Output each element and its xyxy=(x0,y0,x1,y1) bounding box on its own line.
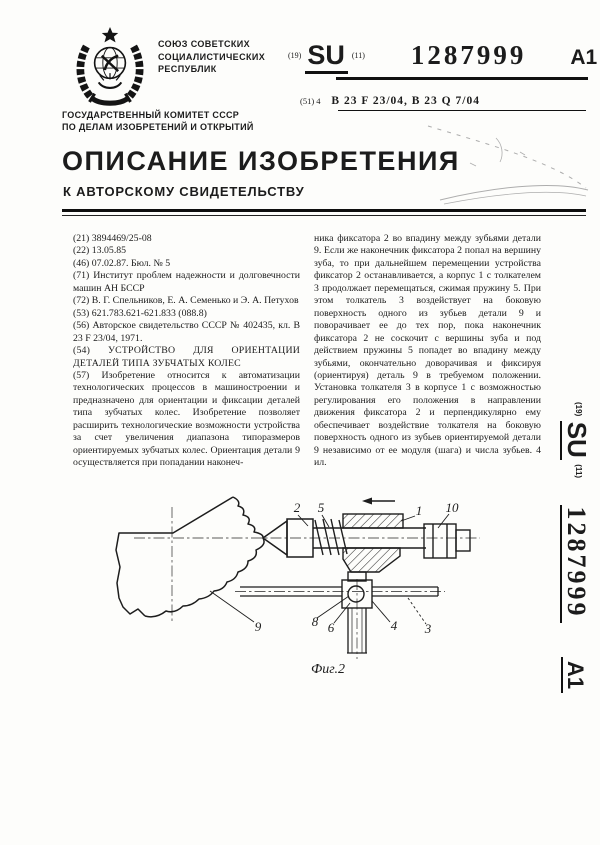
doc-number: 1287999 xyxy=(410,40,527,70)
abstract-part-1: (57) Изобретение относится к автоматизации технологических процессов в машиностроении и предназначено для ориентации и фиксации деталей типа зубчатых колес. Изобретение позволяет расширить технологические возможности устройства за счет увеличения диапазона типоразмеров ориентируемых зубчатых колес. Ориентация детали 9 осуществляется при попадании наконеч- xyxy=(73,369,300,469)
label-9: 9 xyxy=(254,619,262,634)
leader-lines xyxy=(210,514,449,624)
label-5: 5 xyxy=(317,500,325,515)
prior-art-reference: (56) Авторское свидетельство СССР № 402435, кл. B 23 F 23/04, 1971. xyxy=(73,320,300,344)
page-subtitle: К АВТОРСКОМУ СВИДЕТЕЛЬСТВУ xyxy=(63,184,305,199)
spring xyxy=(315,519,347,555)
publication-info: (46) 07.02.87. Бюл. № 5 xyxy=(73,257,171,269)
nut xyxy=(424,524,470,558)
left-column xyxy=(73,233,300,470)
inventors: (72) В. Г. Спельников, Е. А. Семенько и Э. А. Петухов xyxy=(73,295,299,307)
page-title: ОПИСАНИЕ ИЗОБРЕТЕНИЯ xyxy=(62,146,460,176)
header-rule-thick xyxy=(62,209,586,212)
label-1: 1 xyxy=(415,503,423,518)
abstract-part-2: ника фиксатора 2 во впадину между зубьями детали 9. Если же наконечник фиксатора 2 попал на вершину зуба, то при дальнейшем перемещении устройства фиксатор 2 останавливается, а корпус 1 с толкателем 3 продолжает перемещаться, сжимая пружину 5. При этом толкатель 3 воздействует на боковую поверхность одного из зубьев детали 9 и поворачивает ее до тех пор, пока наконечник фиксатора 2 не соскочит с вершины зуба и под действием пружины 5 попадет во впадину между зубьями, окончательно доворачивая и фиксируя (ориентируя) деталь 9 в требуемом положении. Установка толкателя 3 в корпусе 1 с возможностью регулирования его положения в направлении движения фиксатора 2 и перпендикулярно ему обеспечивает воздействие толкателя на боковую поверхность одного из зубьев ориентируемой детали 9 независимо от ее модуля (шага) и числа зубьев. 4 ил. xyxy=(314,233,541,469)
udc-code: (53) 621.783.621-621.833 (088.8) xyxy=(73,307,207,319)
country-name: СОЮЗ СОВЕТСКИХ СОЦИАЛИСТИЧЕСКИХ РЕСПУБЛИК xyxy=(158,39,266,74)
doc-country-code: SU xyxy=(305,40,348,74)
label-10: 10 xyxy=(445,500,459,515)
side-number: 1287999 xyxy=(560,505,591,623)
direction-arrow-icon xyxy=(362,498,395,505)
centerlines xyxy=(134,507,480,659)
side-kind-code: A1 xyxy=(561,657,588,693)
label-2: 2 xyxy=(293,500,301,515)
ipc-codes: B 23 F 23/04, B 23 Q 7/04 xyxy=(331,95,480,107)
side-number-prefix: (11) xyxy=(574,464,583,479)
application-number: (21) 3894469/25-08 xyxy=(73,233,152,244)
gear-outline xyxy=(116,497,264,617)
handwritten-scribble xyxy=(400,108,595,218)
ussr-coat-of-arms-icon xyxy=(72,26,148,106)
applicant: (71) Институт проблем надежности и долговечности машин АН БССР xyxy=(73,270,300,294)
doc-number-prefix: (11) xyxy=(351,51,365,60)
housing xyxy=(343,514,403,581)
right-column xyxy=(314,233,541,470)
filing-date: (22) 13.05.85 xyxy=(73,245,127,257)
doc-kind-code: A1 xyxy=(570,46,598,69)
doc-country-code-prefix: (19) xyxy=(288,51,302,60)
doc-number-underline xyxy=(336,77,588,80)
body-columns xyxy=(73,233,541,470)
label-3: 3 xyxy=(424,621,432,636)
ipc-classification xyxy=(300,95,480,107)
side-country-code: SU xyxy=(562,421,592,458)
label-6: 6 xyxy=(327,620,335,635)
ipc-prefix: (51) 4 xyxy=(300,96,321,106)
patent-drawing-fig2 xyxy=(70,495,550,690)
header-rule-thin xyxy=(62,215,586,216)
label-8: 8 xyxy=(311,614,319,629)
invention-title: (54) УСТРОЙСТВО ДЛЯ ОРИЕНТАЦИИ ДЕТАЛЕЙ ТИПА ЗУБЧАТЫХ КОЛЕС xyxy=(73,345,300,369)
document-id xyxy=(288,40,598,82)
committee-name: ГОСУДАРСТВЕННЫЙ КОМИТЕТ СССР ПО ДЕЛАМ ИЗОБРЕТЕНИЙ И ОТКРЫТИЙ xyxy=(62,110,254,132)
label-4: 4 xyxy=(390,618,398,633)
side-country-prefix: (19) xyxy=(574,402,583,417)
figure-caption: Фиг.2 xyxy=(310,662,346,677)
